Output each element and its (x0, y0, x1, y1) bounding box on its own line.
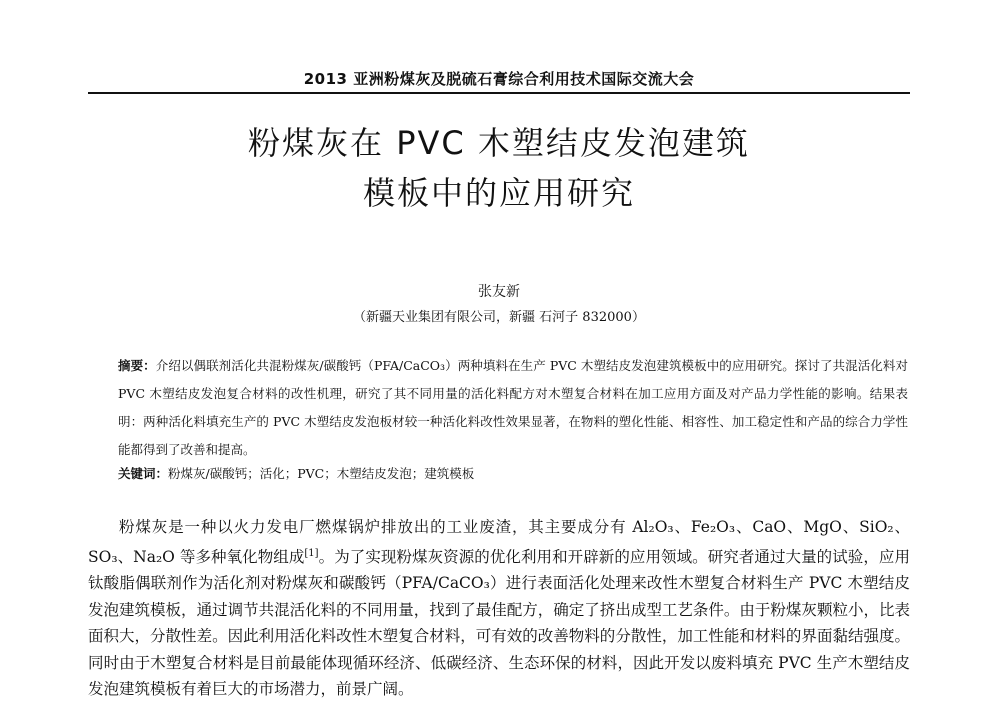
author-affiliation: （新疆天业集团有限公司，新疆 石河子 832000） (353, 310, 645, 325)
abstract-label: 摘要： (118, 358, 156, 373)
running-head: 2013 亚洲粉煤灰及脱硫石膏综合利用技术国际交流大会 (303, 70, 695, 88)
abstract (118, 352, 908, 464)
abstract-text: 介绍以偶联剂活化共混粉煤灰/碳酸钙（PFA/CaCO₃）两种填料在生产 PVC 木塑结皮发泡建筑模板中的应用研究。探讨了共混活化料对 PVC 木塑结皮发泡复合材料的改性机理，研究了其不同用量的活化料配方对木塑复合材料在加工应用方面及对产品力学性能的影响。结果表明：两种活化料填充生产的 PVC 木塑结皮发泡板材较一种活化料改性效果显著，在物料的塑化性能、相容性、加工稳定性和产品的综合力学性能都得到了改善和提高。 (118, 358, 908, 457)
body-text-part-1: 粉煤灰是一种以火力发电厂燃煤锅炉排放出的工业废渣，其主要成分有 Al₂O₃、Fe₂O₃、CaO、MgO、SiO₂、SO₃、Na₂O 等多种氧化物组成 (88, 518, 910, 566)
author-name: 张友新 (478, 284, 520, 300)
keywords-label: 关键词： (118, 466, 169, 481)
paper-title (88, 118, 910, 218)
title-line-2: 模板中的应用研究 (362, 174, 635, 212)
keywords (118, 462, 908, 486)
citation-ref[interactable]: [1] (304, 547, 319, 559)
header-rule (88, 92, 910, 94)
title-line-1: 粉煤灰在 PVC 木塑结皮发泡建筑 (248, 124, 750, 162)
body-paragraph (88, 514, 910, 703)
body-text-part-2: 。为了实现粉煤灰资源的优化利用和开辟新的应用领域。研究者通过大量的试验，应用钛酸脂偶联剂作为活化剂对粉煤灰和碳酸钙（PFA/CaCO₃）进行表面活化处理来改性木塑复合材料生产 PVC 木塑结皮发泡建筑模板，通过调节共混活化料的不同用量，找到了最佳配方，确定了挤出成型工艺条件。由于粉煤灰颗粒小，比表面积大，分散性差。因此利用活化料改性木塑复合材料，可有效的改善物料的分散性，加工性能和材料的界面黏结强度。同时由于木塑复合材料是目前最能体现循环经济、低碳经济、生态环保的材料，因此开发以废料填充 PVC 生产木塑结皮发泡建筑模板有着巨大的市场潜力，前景广阔。 (88, 547, 910, 699)
keywords-text: 粉煤灰/碳酸钙；活化；PVC；木塑结皮发泡；建筑模板 (168, 466, 475, 481)
